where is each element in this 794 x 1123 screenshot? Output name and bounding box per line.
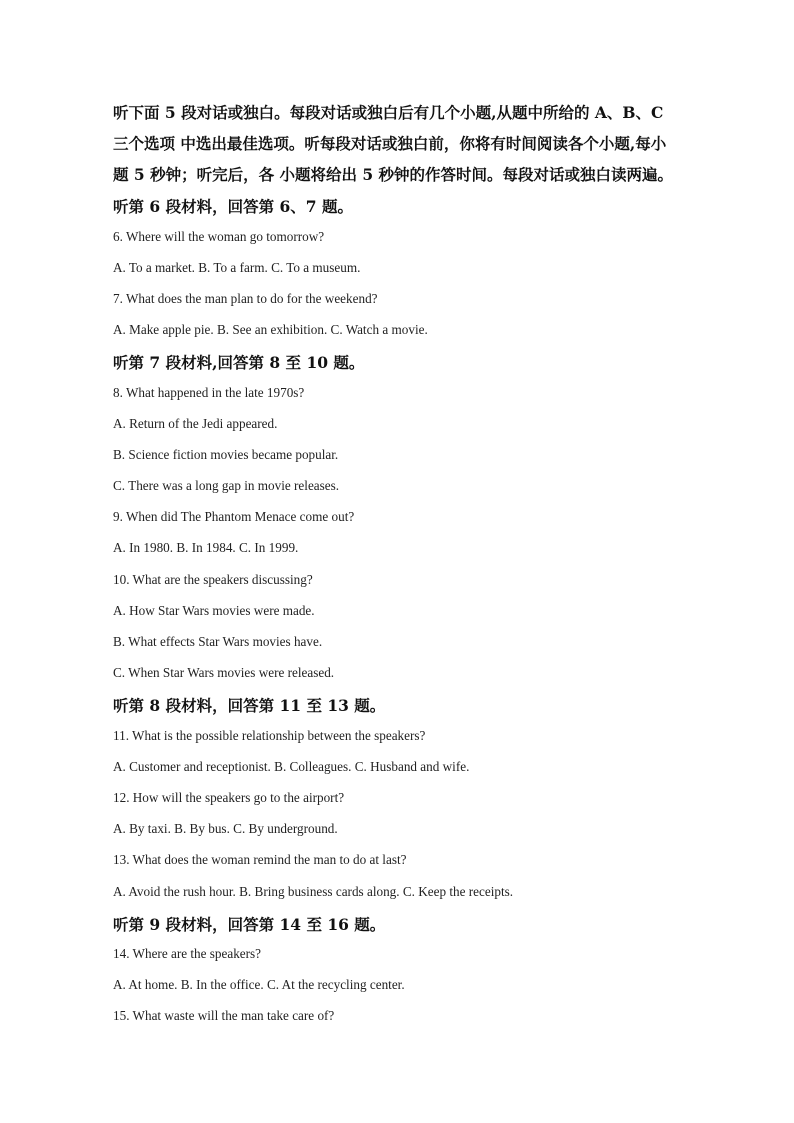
question-12: 12. How will the speakers go to the airport? xyxy=(113,790,345,805)
options-9: A. In 1980. B. In 1984. C. In 1999. xyxy=(113,540,299,555)
option-10c: C. When Star Wars movies were released. xyxy=(113,665,335,680)
option-10a: A. How Star Wars movies were made. xyxy=(113,603,315,618)
question-9: 9. When did The Phantom Menace come out? xyxy=(113,509,355,524)
question-6: 6. Where will the woman go tomorrow? xyxy=(113,229,325,244)
options-14: A. At home. B. In the office. C. At the recycling center. xyxy=(113,977,405,992)
option-8a: A. Return of the Jedi appeared. xyxy=(113,416,278,431)
question-7: 7. What does the man plan to do for the weekend? xyxy=(113,291,378,306)
question-10: 10. What are the speakers discussing? xyxy=(113,572,313,587)
question-14: 14. Where are the speakers? xyxy=(113,946,262,961)
options-6: A. To a market. B. To a farm. C. To a museum. xyxy=(113,260,361,275)
instruction-line-1: 听下面 5 段对话或独白。每段对话或独白后有几个小题,从题中所给的 A、B、C xyxy=(113,103,664,122)
instruction-line-2: 三个选项 中选出最佳选项。听每段对话或独白前，你将有时间阅读各个小题,每小 xyxy=(113,134,667,153)
options-13: A. Avoid the rush hour. B. Bring business cards along. C. Keep the receipts. xyxy=(113,884,514,899)
options-7: A. Make apple pie. B. See an exhibition. C. Watch a movie. xyxy=(113,322,428,337)
section-heading-9: 听第 9 段材料，回答第 14 至 16 题。 xyxy=(113,915,386,934)
question-15: 15. What waste will the man take care of? xyxy=(113,1008,335,1023)
section-heading-6: 听第 6 段材料，回答第 6、7 题。 xyxy=(113,197,353,216)
instruction-line-3: 题 5 秒钟；听完后，各 小题将给出 5 秒钟的作答时间。每段对话或独白读两遍。 xyxy=(113,165,674,184)
question-8: 8. What happened in the late 1970s? xyxy=(113,385,305,400)
option-10b: B. What effects Star Wars movies have. xyxy=(113,634,323,649)
option-8c: C. There was a long gap in movie releases. xyxy=(113,478,340,493)
options-12: A. By taxi. B. By bus. C. By underground. xyxy=(113,821,338,836)
section-heading-8: 听第 8 段材料，回答第 11 至 13 题。 xyxy=(113,696,386,715)
options-11: A. Customer and receptionist. B. Colleagues. C. Husband and wife. xyxy=(113,759,470,774)
option-8b: B. Science fiction movies became popular. xyxy=(113,447,339,462)
section-heading-7: 听第 7 段材料,回答第 8 至 10 题。 xyxy=(113,353,365,372)
question-13: 13. What does the woman remind the man to do at last? xyxy=(113,852,407,867)
question-11: 11. What is the possible relationship between the speakers? xyxy=(113,728,426,743)
